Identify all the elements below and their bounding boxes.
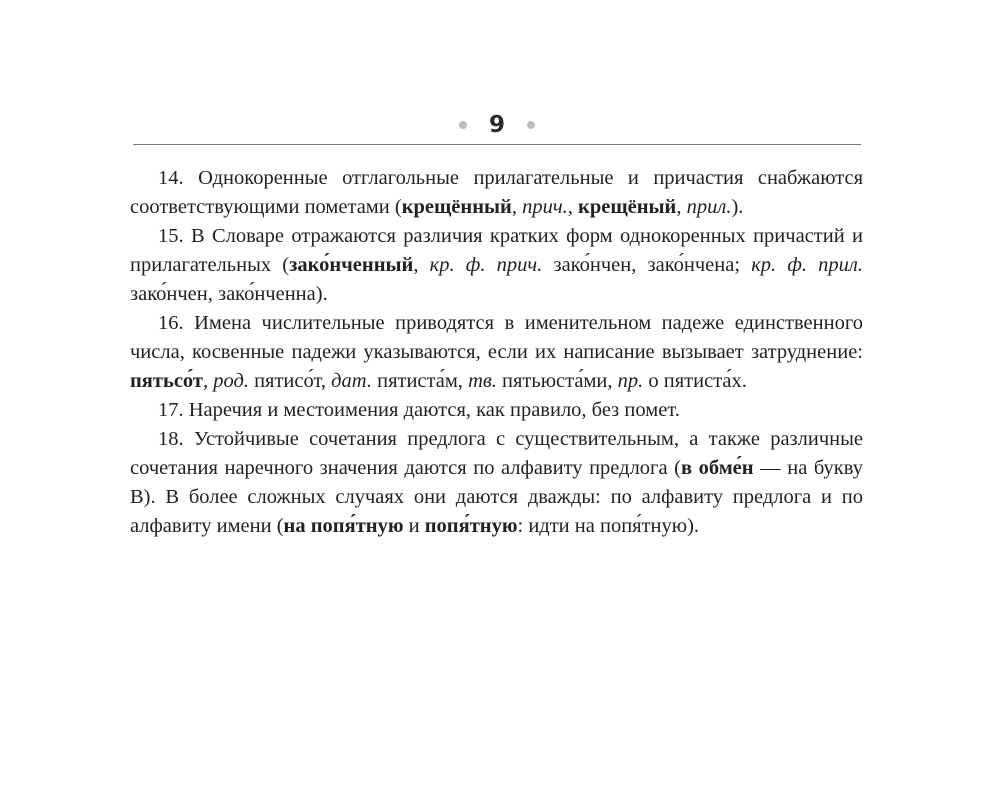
bold-term: крещённый	[401, 196, 512, 218]
left-dot-ornament	[459, 121, 467, 129]
text-run: : идти на попя́тную).	[517, 515, 700, 537]
text-run: ,	[413, 254, 430, 276]
bold-term: в обме́н	[680, 457, 754, 479]
text-run: 14. Однокоренные отглагольные прилагательные и причастия снабжаются соответствующими пометами (	[130, 167, 863, 218]
italic-label: кр. ф. прил.	[751, 254, 863, 276]
text-run: 18. Устойчивые сочетания предлога с существительным, а также различные сочетания наречного значения даются по алфавиту предлога (	[130, 428, 863, 479]
italic-label: прил.	[686, 196, 732, 218]
body-text	[130, 164, 863, 541]
text-run: ,	[676, 196, 687, 218]
text-run: зако́нчен, зако́нчена;	[542, 254, 752, 276]
paragraph-18	[130, 425, 863, 541]
italic-label: род.	[213, 370, 249, 392]
italic-label: дат.	[331, 370, 372, 392]
text-run: ,	[202, 370, 214, 392]
text-run: 17. Наречия и местоимения даются, как правило, без помет.	[158, 399, 680, 421]
text-run: — на букву В). В более сложных случаях они даются дважды: по алфавиту предлога и по алфавиту имени (	[130, 457, 863, 537]
paragraph-17	[130, 396, 863, 425]
bold-term: попя́тную	[424, 515, 518, 537]
header-rule	[133, 144, 861, 145]
page-header	[133, 106, 861, 146]
italic-label: тв.	[468, 370, 497, 392]
italic-label: кр. ф. прич.	[429, 254, 543, 276]
text-run: ,	[567, 196, 579, 218]
text-run: ,	[511, 196, 523, 218]
text-run: и	[403, 515, 425, 537]
text-run: 16. Имена числительные приводятся в именительном падеже единственного числа, косвенные падежи указываются, если их написание вызывает затруднение:	[130, 312, 863, 363]
bold-term: на попя́тную	[283, 515, 404, 537]
right-dot-ornament	[527, 121, 535, 129]
text-run: ).	[731, 196, 744, 218]
text-run: о пятиста́х.	[643, 370, 747, 392]
italic-label: прич.	[522, 196, 568, 218]
paragraph-14	[130, 164, 863, 222]
italic-label: пр.	[617, 370, 644, 392]
text-run: пятьюста́ми,	[496, 370, 618, 392]
bold-term: пятьсо́т	[130, 370, 203, 392]
text-run: зако́нчен, зако́нченна).	[130, 283, 328, 305]
text-run: пятисо́т,	[248, 370, 332, 392]
text-run: пятиста́м,	[371, 370, 469, 392]
paragraph-16	[130, 309, 863, 396]
page-number: 9	[488, 112, 505, 138]
bold-term: зако́нченный	[289, 254, 414, 276]
text-run: 15. В Словаре отражаются различия кратких форм однокоренных причастий и прилагательных (	[130, 225, 863, 276]
paragraph-15	[130, 222, 863, 309]
bold-term: крещёный	[578, 196, 677, 218]
page-number-row	[133, 110, 861, 140]
